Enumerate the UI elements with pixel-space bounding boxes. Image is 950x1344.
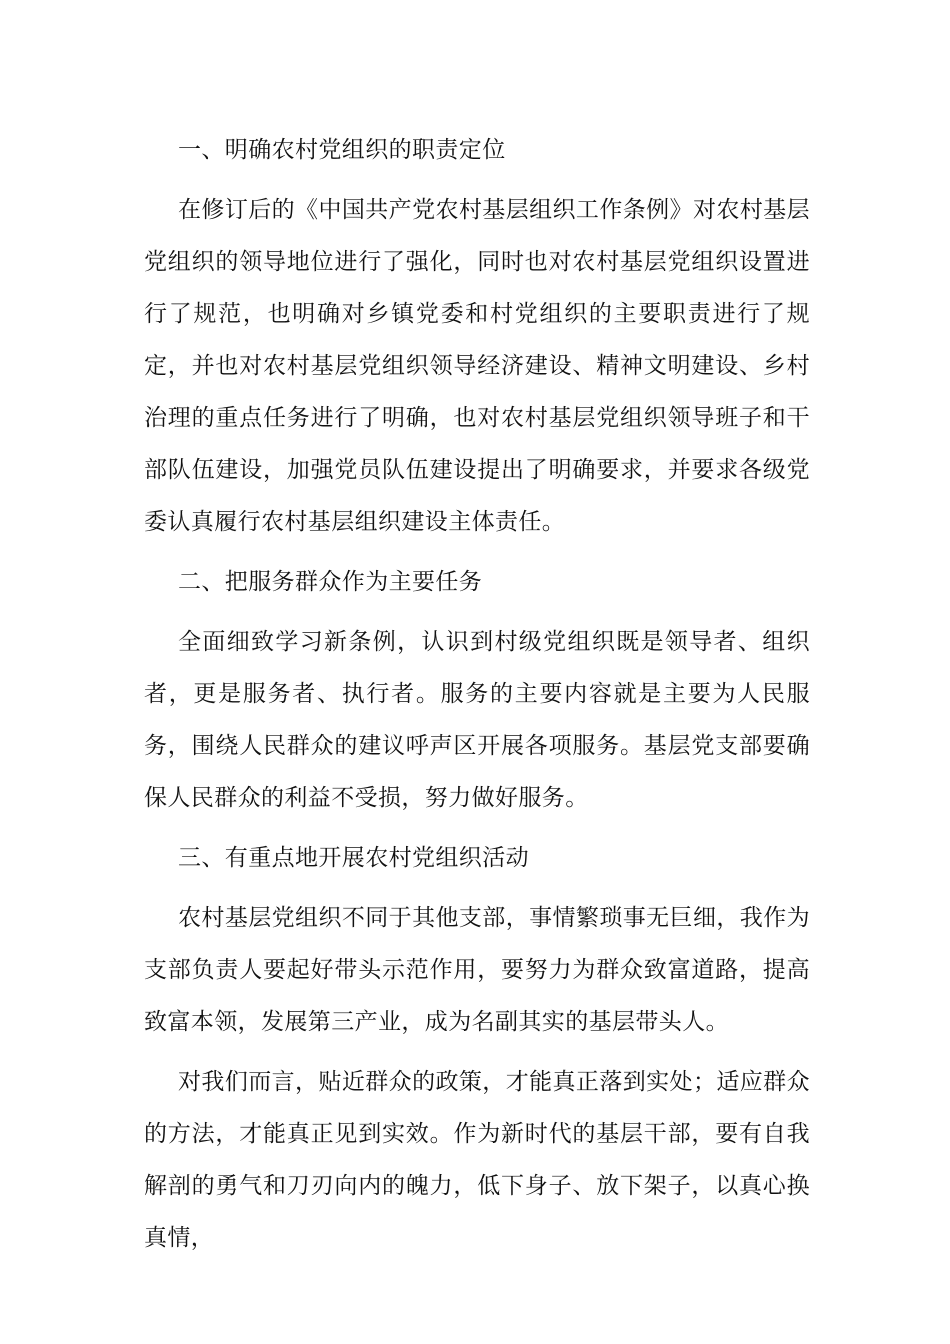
section-3-paragraph-1: 农村基层党组织不同于其他支部，事情繁琐事无巨细，我作为支部负责人要起好带头示范作用，要努力为群众致富道路，提高致富本领，发展第三产业，成为名副其实的基层带头人。 [144,905,810,1035]
document-body [144,124,810,1272]
section-3-paragraph-2: 对我们而言，贴近群众的政策，才能真正落到实处；适应群众的方法，才能真正见到实效。作为新时代的基层干部，要有自我解剖的勇气和刀刃向内的魄力，低下身子、放下架子，以真心换真情， [144,1069,810,1251]
section-heading-3: 三、有重点地开展农村党组织活动 [178,845,529,871]
section-heading-2: 二、把服务群众作为主要任务 [178,569,483,595]
section-2-paragraph-1: 全面细致学习新条例，认识到村级党组织既是领导者、组织者，更是服务者、执行者。服务的主要内容就是主要为人民服务，围绕人民群众的建议呼声区开展各项服务。基层党支部要确保人民群众的利益不受损，努力做好服务。 [144,629,810,811]
section-1-paragraph-1: 在修订后的《中国共产党农村基层组织工作条例》对农村基层党组织的领导地位进行了强化，同时也对农村基层党组织设置进行了规范，也明确对乡镇党委和村党组织的主要职责进行了规定，并也对农村基层党组织领导经济建设、精神文明建设、乡村治理的重点任务进行了明确，也对农村基层党组织领导班子和干部队伍建设，加强党员队伍建设提出了明确要求，并要求各级党委认真履行农村基层组织建设主体责任。 [144,197,810,535]
section-heading-1: 一、明确农村党组织的职责定位 [178,137,506,163]
